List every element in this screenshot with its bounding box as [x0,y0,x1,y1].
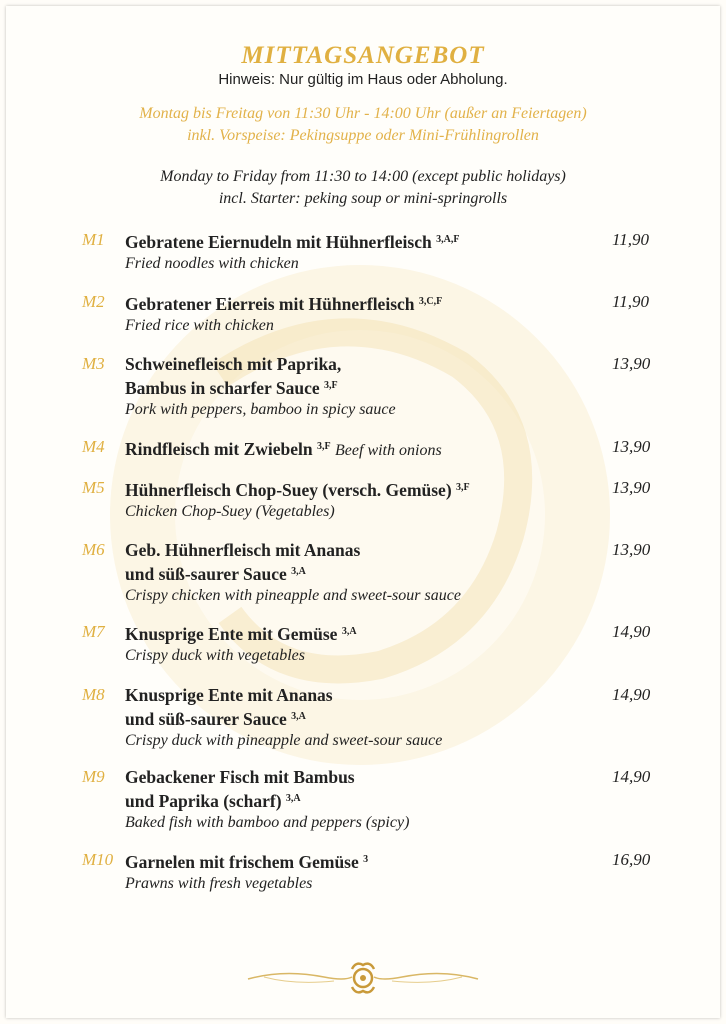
item-name [125,849,595,873]
german-hours-line: Montag bis Freitag von 11:30 Uhr - 14:00 Uhr (außer an Feiertagen) [139,105,587,122]
item-number: M9 [82,767,105,786]
ornament-divider-icon [244,955,482,1001]
item-number: M7 [82,622,105,641]
item-name-line-2: und süß-saurer Sauce [125,564,287,584]
english-starter-line: incl. Starter: peking soup or mini-springrolls [218,190,508,207]
item-allergens: 3,F [317,441,331,452]
item-name-line-2: und süß-saurer Sauce [125,709,287,729]
item-number: M8 [82,685,105,704]
german-hours [0,103,726,147]
item-name [125,229,595,253]
item-description: Fried rice with chicken [125,317,274,334]
item-description: Pork with peppers, bamboo in spicy sauce [125,401,396,418]
item-name [125,788,595,812]
item-price: 13,90 [612,437,651,456]
item-price: 14,90 [612,622,651,641]
item-allergens: 3,A [341,626,357,637]
item-allergens: 3,A [291,566,306,577]
item-number: M1 [82,230,105,249]
item-name-line-1: Geb. Hühnerfleisch mit Ananas [125,540,361,560]
item-price: 11,90 [612,292,649,311]
item-name-text: Rindfleisch mit Zwiebeln [125,439,313,459]
item-allergens: 3,C,F [418,296,443,307]
item-allergens: 3,A [291,711,306,722]
item-number: M2 [82,292,105,311]
item-name-line-1: Knusprige Ente mit Ananas [125,685,333,705]
item-name [125,621,595,645]
item-description: Baked fish with bamboo and peppers (spicy) [125,814,410,831]
english-hours [0,166,726,210]
item-name [125,436,595,462]
item-number: M6 [82,540,105,559]
item-allergens: 3,A,F [436,234,460,245]
german-starter-line: inkl. Vorspeise: Pekingsuppe oder Mini-Frühlingrollen [187,127,539,144]
item-price: 11,90 [612,230,649,249]
item-price: 14,90 [612,685,651,704]
item-description: Beef with onions [335,442,442,459]
item-name-line-1: Schweinefleisch mit Paprika, [125,354,342,374]
item-number: M5 [82,478,105,497]
item-name-text: Gebratener Eierreis mit Hühnerfleisch [125,294,415,314]
item-description: Crispy chicken with pineapple and sweet-sour sauce [125,587,461,604]
item-name-line-2: und Paprika (scharf) [125,791,282,811]
item-number: M10 [82,850,114,869]
item-description: Crispy duck with pineapple and sweet-sour sauce [125,732,443,749]
item-allergens: 3 [363,854,369,865]
item-price: 13,90 [612,478,651,497]
item-name-line-1: Gebackener Fisch mit Bambus [125,767,355,787]
item-price: 14,90 [612,767,651,786]
item-price: 16,90 [612,850,651,869]
item-description: Chicken Chop-Suey (Vegetables) [125,503,335,520]
item-name [125,477,595,501]
item-description: Crispy duck with vegetables [125,647,305,664]
item-allergens: 3,A [285,793,301,804]
item-description: Prawns with fresh vegetables [125,875,313,892]
item-name-text: Knusprige Ente mit Gemüse [125,624,338,644]
item-name-line-2: Bambus in scharfer Sauce [125,378,320,398]
english-hours-line: Monday to Friday from 11:30 to 14:00 (except public holidays) [160,168,566,185]
item-name [125,561,595,585]
item-allergens: 3,F [456,482,470,493]
item-name [125,375,595,399]
item-price: 13,90 [612,354,651,373]
item-number: M4 [82,437,105,456]
menu-title: MITTAGSANGEBOT [241,42,485,69]
item-name-text: Garnelen mit frischem Gemüse [125,852,359,872]
item-name [125,291,595,315]
item-description: Fried noodles with chicken [125,255,299,272]
notice-text: Hinweis: Nur gültig im Haus oder Abholung. [218,71,508,88]
item-name-text: Hühnerfleisch Chop-Suey (versch. Gemüse) [125,480,452,500]
item-price: 13,90 [612,540,651,559]
item-name [125,706,595,730]
item-name-text: Gebratene Eiernudeln mit Hühnerfleisch [125,232,432,252]
item-number: M3 [82,354,105,373]
item-allergens: 3,F [324,380,338,391]
